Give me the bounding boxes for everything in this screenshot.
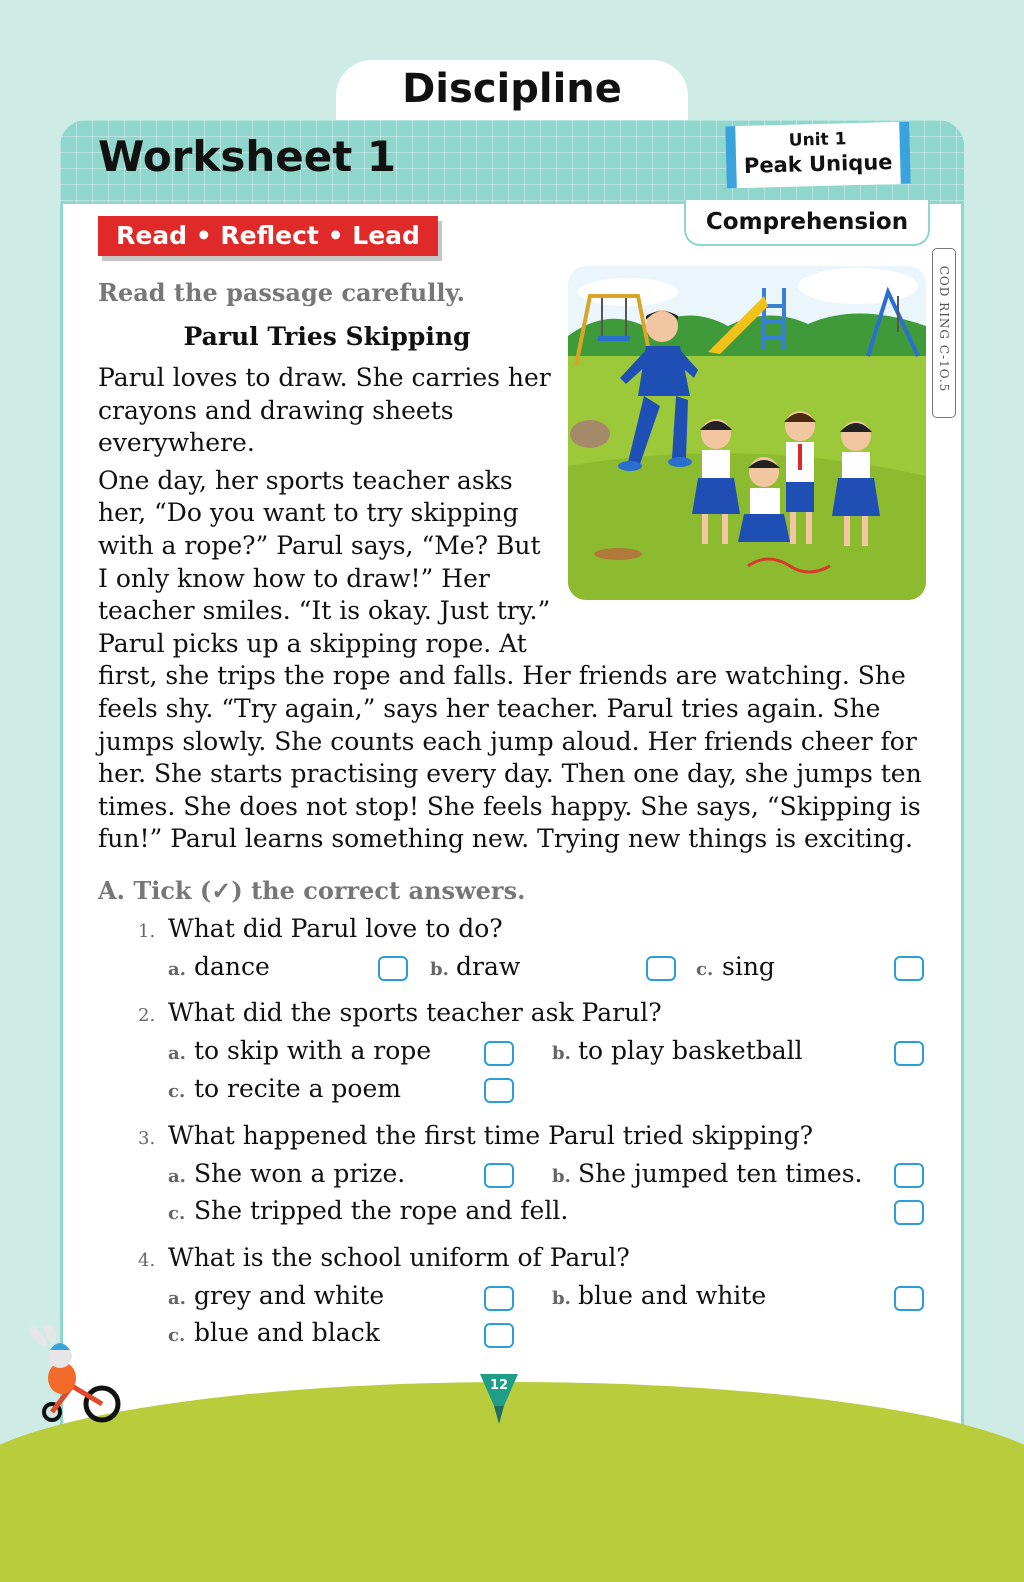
option-2b (552, 1036, 803, 1065)
checkbox-1c[interactable] (894, 956, 924, 981)
worksheet-title: Worksheet 1 (98, 132, 397, 181)
option-letter: b. (552, 1166, 571, 1187)
option-text: draw (456, 952, 521, 981)
option-3a (168, 1159, 405, 1188)
option-letter: a. (168, 959, 186, 980)
option-text: dance (194, 952, 270, 981)
option-letter: a. (168, 1288, 186, 1309)
question-text: What happened the first time Parul tried skipping? (168, 1121, 813, 1150)
question-text: What did Parul love to do? (168, 914, 503, 943)
option-2c (168, 1074, 401, 1103)
skill-tab: Comprehension (684, 200, 930, 246)
option-letter: a. (168, 1043, 186, 1064)
question-number: 4. (138, 1250, 156, 1271)
bunny-on-bike-icon (22, 1326, 128, 1426)
option-1a (168, 952, 270, 981)
option-4a (168, 1281, 384, 1310)
option-letter: b. (430, 959, 449, 980)
checkbox-3b[interactable] (894, 1163, 924, 1188)
section-a-heading (98, 876, 525, 905)
playground-illustration (568, 266, 926, 600)
option-letter: c. (168, 1081, 186, 1102)
passage-paragraph-2: One day, her sports teacher asks her, “Do you want to try skipping with a rope?” Parul says, “Me? But I only know how to draw!” Her teacher smiles. “It is okay. Just try.” Parul picks up a skipping rope. At first, she trips the rope and falls. Her friends are watching. She feels shy. “Try again,” says her teacher. Parul tries again. She jumps slowly. She counts each jump aloud. Her friends cheer for her. She starts practising every day. Then one day, she jumps ten times. She does not stop! She feels happy. She says, “Skipping is fun!” Parul learns something new. Trying new things is exciting. (98, 465, 922, 854)
option-3b (552, 1159, 863, 1188)
question-text: What did the sports teacher ask Parul? (168, 998, 662, 1027)
question-2 (138, 998, 662, 1027)
option-letter: c. (168, 1203, 186, 1224)
checkbox-2c[interactable] (484, 1078, 514, 1103)
option-2a (168, 1036, 431, 1065)
question-1 (138, 914, 503, 943)
question-number: 1. (138, 921, 156, 942)
option-text: to recite a poem (194, 1074, 401, 1103)
question-text: What is the school uniform of Parul? (168, 1243, 630, 1272)
option-3c (168, 1196, 568, 1225)
question-number: 3. (138, 1128, 156, 1149)
option-text: sing (722, 952, 775, 981)
option-text: She tripped the rope and fell. (194, 1196, 569, 1225)
page-number-badge (480, 1374, 518, 1404)
section-label: A. (98, 876, 125, 905)
read-reflect-lead-banner: Read • Reflect • Lead (98, 216, 438, 256)
section-instruction: Tick (✓) the correct answers. (133, 876, 526, 905)
option-letter: b. (552, 1288, 571, 1309)
page-number: 12 (489, 1378, 509, 1393)
option-text: to play basketball (578, 1036, 803, 1065)
checkbox-3c[interactable] (894, 1200, 924, 1225)
checkbox-1b[interactable] (646, 956, 676, 981)
passage-paragraph-1: Parul loves to draw. She carries her crayons and drawing sheets everywhere. (98, 363, 551, 458)
question-4 (138, 1243, 630, 1272)
checkbox-2b[interactable] (894, 1041, 924, 1066)
checkbox-3a[interactable] (484, 1163, 514, 1188)
checkbox-4b[interactable] (894, 1286, 924, 1311)
question-3 (138, 1121, 813, 1150)
option-1c (696, 952, 775, 981)
code-label: COD RING C-1O.5 (937, 265, 951, 393)
option-text: to skip with a rope (194, 1036, 432, 1065)
option-letter: a. (168, 1166, 186, 1187)
checkbox-4a[interactable] (484, 1286, 514, 1311)
option-4b (552, 1281, 766, 1310)
question-number: 2. (138, 1005, 156, 1026)
unit-label: Unit 1 (788, 129, 847, 151)
option-text: blue and black (194, 1318, 380, 1347)
option-4c (168, 1318, 380, 1347)
option-1b (430, 952, 520, 981)
option-letter: c. (696, 959, 714, 980)
code-tag (932, 248, 956, 418)
checkbox-2a[interactable] (484, 1041, 514, 1066)
unit-name: Peak Unique (743, 150, 893, 178)
checkbox-4c[interactable] (484, 1323, 514, 1348)
passage-instruction: Read the passage carefully. (98, 278, 466, 307)
option-letter: b. (552, 1043, 571, 1064)
option-text: blue and white (578, 1281, 767, 1310)
passage-title: Parul Tries Skipping (183, 322, 471, 351)
checkbox-1a[interactable] (378, 956, 408, 981)
option-text: grey and white (194, 1281, 385, 1310)
option-letter: c. (168, 1325, 186, 1346)
option-text: She jumped ten times. (578, 1159, 863, 1188)
topic-title: Discipline (402, 66, 622, 112)
option-text: She won a prize. (194, 1159, 406, 1188)
unit-tag (725, 122, 911, 189)
